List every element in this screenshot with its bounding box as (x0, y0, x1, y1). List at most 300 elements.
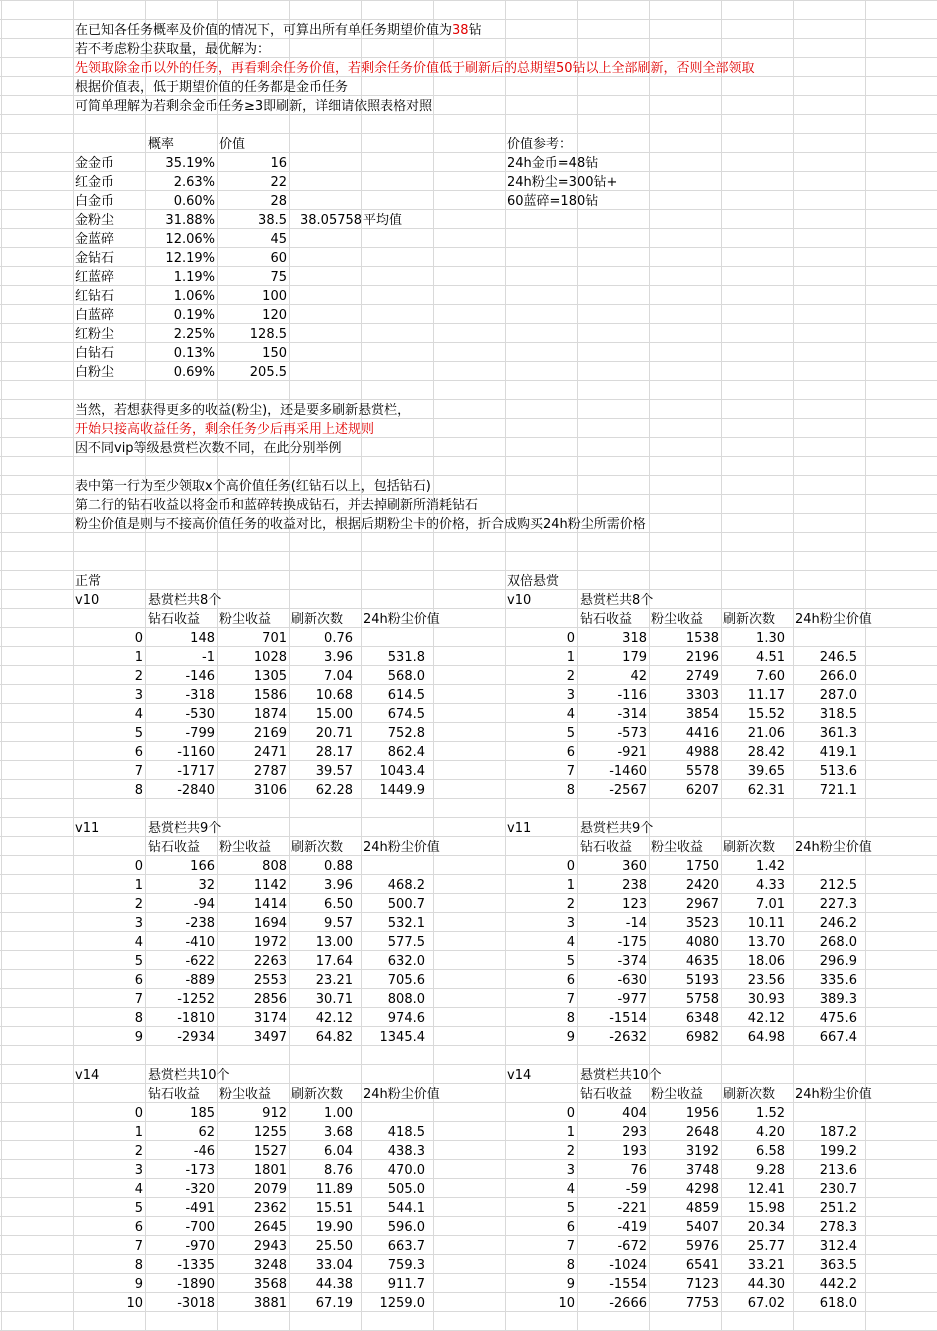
row-index: 1 (134, 878, 143, 893)
note-line: 若不考虑粉尘获取量，最优解为： (75, 42, 271, 57)
dust-24h-value: 544.1 (387, 1201, 425, 1216)
refresh-count: 23.56 (747, 973, 785, 988)
row-index: 2 (134, 897, 143, 912)
dust-24h-value: 187.2 (819, 1125, 857, 1140)
refresh-count: 1.00 (324, 1106, 353, 1121)
dust-24h-value: 1449.9 (379, 783, 425, 798)
task-probability: 1.19% (173, 270, 215, 285)
diamond-income: -2840 (177, 783, 215, 798)
reference-item: 60蓝碎=180钻 (507, 194, 599, 209)
dust-income: 2263 (253, 954, 287, 969)
col-header-refresh: 刷新次数 (723, 1087, 776, 1102)
note-line: 当然，若想获得更多的收益(粉尘)，还是要多刷新悬赏栏， (75, 403, 411, 418)
dust-24h-value: 251.2 (819, 1201, 857, 1216)
col-header-dust-value: 24h粉尘价值 (795, 1087, 872, 1102)
dust-income: 5193 (685, 973, 719, 988)
task-probability: 31.88% (165, 213, 215, 228)
row-index: 5 (566, 1201, 575, 1216)
dust-24h-value: 752.8 (387, 726, 425, 741)
dust-income: 2645 (253, 1220, 287, 1235)
dust-24h-value: 361.3 (819, 726, 857, 741)
dust-income: 701 (262, 631, 287, 646)
task-name: 白蓝碎 (75, 308, 115, 323)
note-line: 表中第一行为至少领取x个高价值任务(红钻石以上，包括钻石) (75, 479, 431, 494)
dust-24h-value: 227.3 (819, 897, 857, 912)
dust-income: 2943 (253, 1239, 287, 1254)
row-index: 4 (566, 935, 575, 950)
dust-24h-value: 596.0 (387, 1220, 425, 1235)
row-index: 10 (558, 1296, 575, 1311)
dust-24h-value: 500.7 (387, 897, 425, 912)
dust-24h-value: 1345.4 (379, 1030, 425, 1045)
diamond-income: -1335 (177, 1258, 215, 1273)
row-index: 0 (134, 1106, 143, 1121)
refresh-count: 42.12 (315, 1011, 353, 1026)
dust-income: 4635 (685, 954, 719, 969)
bounty-slots-label: 悬赏栏共10个 (580, 1068, 662, 1083)
row-index: 2 (566, 1144, 575, 1159)
refresh-count: 64.82 (315, 1030, 353, 1045)
row-index: 2 (566, 669, 575, 684)
reference-item: 24h金币=48钻 (507, 156, 599, 171)
refresh-count: 33.04 (315, 1258, 353, 1273)
refresh-count: 28.17 (315, 745, 353, 760)
col-header-dust: 粉尘收益 (651, 840, 704, 855)
diamond-income: 123 (622, 897, 647, 912)
row-index: 7 (134, 764, 143, 779)
refresh-count: 30.71 (315, 992, 353, 1007)
col-header-dust-value: 24h粉尘价值 (363, 612, 440, 627)
refresh-count: 67.19 (315, 1296, 353, 1311)
diamond-income: 42 (630, 669, 647, 684)
task-value: 128.5 (249, 327, 287, 342)
dust-24h-value: 667.4 (819, 1030, 857, 1045)
row-index: 9 (134, 1277, 143, 1292)
diamond-income: -1717 (177, 764, 215, 779)
col-header-diamond: 钻石收益 (148, 840, 201, 855)
dust-income: 1972 (253, 935, 287, 950)
row-index: 2 (566, 897, 575, 912)
row-index: 4 (134, 935, 143, 950)
dust-income: 1750 (685, 859, 719, 874)
dust-24h-value: 475.6 (819, 1011, 857, 1026)
dust-24h-value (355, 1104, 425, 1123)
dust-income: 3854 (685, 707, 719, 722)
refresh-count: 15.00 (315, 707, 353, 722)
diamond-income: -977 (617, 992, 647, 1007)
vip-level-label: v11 (75, 821, 100, 836)
reference-title: 价值参考： (507, 137, 573, 152)
dust-24h-value: 389.3 (819, 992, 857, 1007)
dust-24h-value: 287.0 (819, 688, 857, 703)
dust-24h-value: 268.0 (819, 935, 857, 950)
row-index: 7 (134, 992, 143, 1007)
refresh-count: 10.68 (315, 688, 353, 703)
refresh-count: 64.98 (747, 1030, 785, 1045)
dust-24h-value: 663.7 (387, 1239, 425, 1254)
diamond-income: -573 (617, 726, 647, 741)
dust-24h-value: 721.1 (819, 783, 857, 798)
task-name: 白金币 (75, 194, 115, 209)
refresh-count: 9.57 (324, 916, 353, 931)
dust-income: 2362 (253, 1201, 287, 1216)
dust-24h-value: 618.0 (819, 1296, 857, 1311)
dust-24h-value: 911.7 (387, 1277, 425, 1292)
diamond-income: -970 (185, 1239, 215, 1254)
row-index: 7 (566, 1239, 575, 1254)
refresh-count: 4.20 (756, 1125, 785, 1140)
dust-24h-value: 513.6 (819, 764, 857, 779)
section-double-title: 双倍悬赏 (507, 574, 560, 589)
dust-income: 2967 (685, 897, 719, 912)
refresh-count: 7.04 (324, 669, 353, 684)
refresh-count: 6.58 (756, 1144, 785, 1159)
diamond-income: 238 (622, 878, 647, 893)
bounty-slots-label: 悬赏栏共9个 (148, 821, 222, 836)
expected-value-highlight: 38 (452, 23, 469, 38)
diamond-income: -2567 (609, 783, 647, 798)
dust-income: 1694 (253, 916, 287, 931)
task-probability: 0.69% (173, 365, 215, 380)
row-index: 8 (134, 1258, 143, 1273)
diamond-income: -630 (617, 973, 647, 988)
dust-24h-value: 230.7 (819, 1182, 857, 1197)
row-index: 1 (134, 1125, 143, 1140)
refresh-count: 25.77 (747, 1239, 785, 1254)
col-header-refresh: 刷新次数 (291, 1087, 344, 1102)
task-name: 红蓝碎 (75, 270, 115, 285)
diamond-income: -175 (617, 935, 647, 950)
dust-24h-value: 505.0 (387, 1182, 425, 1197)
row-index: 5 (134, 726, 143, 741)
task-value: 75 (270, 270, 287, 285)
bounty-slots-label: 悬赏栏共9个 (580, 821, 654, 836)
refresh-count: 28.42 (747, 745, 785, 760)
dust-24h-value: 418.5 (387, 1125, 425, 1140)
dust-24h-value (355, 629, 425, 648)
refresh-count: 3.96 (324, 650, 353, 665)
row-index: 3 (566, 1163, 575, 1178)
dust-24h-value: 212.5 (819, 878, 857, 893)
dust-24h-value: 312.4 (819, 1239, 857, 1254)
refresh-count: 20.71 (315, 726, 353, 741)
row-index: 8 (134, 1011, 143, 1026)
task-name: 金金币 (75, 156, 115, 171)
diamond-income: 76 (630, 1163, 647, 1178)
col-header-dust: 粉尘收益 (651, 1087, 704, 1102)
col-header-dust: 粉尘收益 (651, 612, 704, 627)
dust-income: 2196 (685, 650, 719, 665)
dust-income: 3174 (253, 1011, 287, 1026)
dust-income: 1874 (253, 707, 287, 722)
dust-24h-value: 278.3 (819, 1220, 857, 1235)
diamond-income: 166 (190, 859, 215, 874)
diamond-income: -530 (185, 707, 215, 722)
task-name: 金粉尘 (75, 213, 115, 228)
row-index: 6 (134, 745, 143, 760)
refresh-count: 21.06 (747, 726, 785, 741)
dust-income: 6348 (685, 1011, 719, 1026)
task-name: 红金币 (75, 175, 115, 190)
row-index: 6 (566, 1220, 575, 1235)
diamond-income: -320 (185, 1182, 215, 1197)
row-index: 6 (566, 745, 575, 760)
task-probability: 12.06% (165, 232, 215, 247)
diamond-income: -1 (202, 650, 215, 665)
dust-income: 1538 (685, 631, 719, 646)
dust-income: 6982 (685, 1030, 719, 1045)
row-index: 8 (566, 783, 575, 798)
row-index: 1 (566, 878, 575, 893)
dust-24h-value: 705.6 (387, 973, 425, 988)
diamond-income: -2666 (609, 1296, 647, 1311)
task-probability: 12.19% (165, 251, 215, 266)
row-index: 9 (566, 1277, 575, 1292)
diamond-income: -173 (185, 1163, 215, 1178)
col-header-refresh: 刷新次数 (291, 612, 344, 627)
note-strategy-highlight: 开始只接高收益任务，剩余任务少后再采用上述规则 (75, 422, 375, 437)
row-index: 4 (134, 1182, 143, 1197)
row-index: 7 (566, 992, 575, 1007)
row-index: 7 (134, 1239, 143, 1254)
refresh-count: 67.02 (747, 1296, 785, 1311)
row-index: 1 (134, 650, 143, 665)
vip-level-label: v14 (75, 1068, 100, 1083)
refresh-count: 9.28 (756, 1163, 785, 1178)
vip-level-label: v11 (507, 821, 532, 836)
refresh-count: 1.52 (756, 1106, 785, 1121)
refresh-count: 6.04 (324, 1144, 353, 1159)
refresh-count: 44.30 (747, 1277, 785, 1292)
col-header-refresh: 刷新次数 (723, 612, 776, 627)
dust-24h-value: 531.8 (387, 650, 425, 665)
refresh-count: 62.31 (747, 783, 785, 798)
dust-24h-value: 632.0 (387, 954, 425, 969)
diamond-income: -2934 (177, 1030, 215, 1045)
diamond-income: 185 (190, 1106, 215, 1121)
refresh-count: 42.12 (747, 1011, 785, 1026)
dust-income: 5578 (685, 764, 719, 779)
diamond-income: -1024 (609, 1258, 647, 1273)
dust-income: 3497 (253, 1030, 287, 1045)
dust-income: 2749 (685, 669, 719, 684)
dust-income: 5407 (685, 1220, 719, 1235)
task-value: 120 (262, 308, 287, 323)
dust-24h-value: 759.3 (387, 1258, 425, 1273)
reference-item: 24h粉尘=300钻+ (507, 175, 618, 190)
row-index: 3 (566, 688, 575, 703)
refresh-count: 11.89 (315, 1182, 353, 1197)
diamond-income: -94 (193, 897, 215, 912)
diamond-income: -1252 (177, 992, 215, 1007)
refresh-count: 20.34 (747, 1220, 785, 1235)
diamond-income: 404 (622, 1106, 647, 1121)
diamond-income: -314 (617, 707, 647, 722)
diamond-income: -116 (617, 688, 647, 703)
dust-income: 2787 (253, 764, 287, 779)
col-header-refresh: 刷新次数 (723, 840, 776, 855)
dust-income: 1586 (253, 688, 287, 703)
dust-income: 1527 (253, 1144, 287, 1159)
dust-24h-value: 470.0 (387, 1163, 425, 1178)
row-index: 4 (566, 1182, 575, 1197)
row-index: 2 (134, 1144, 143, 1159)
note-rule-highlight: 先领取除金币以外的任务，再看剩余任务价值，若剩余任务价值低于刷新后的总期望50钻以上全部刷新，否则全部领取 (75, 61, 755, 76)
dust-24h-value: 577.5 (387, 935, 425, 950)
diamond-income: -1810 (177, 1011, 215, 1026)
dust-income: 4859 (685, 1201, 719, 1216)
diamond-income: 148 (190, 631, 215, 646)
dust-24h-value: 808.0 (387, 992, 425, 1007)
row-index: 8 (566, 1258, 575, 1273)
row-index: 8 (134, 783, 143, 798)
refresh-count: 3.96 (324, 878, 353, 893)
refresh-count: 6.50 (324, 897, 353, 912)
dust-24h-value: 419.1 (819, 745, 857, 760)
diamond-income: -889 (185, 973, 215, 988)
dust-24h-value: 246.5 (819, 650, 857, 665)
col-header-dust-value: 24h粉尘价值 (363, 1087, 440, 1102)
diamond-income: -1554 (609, 1277, 647, 1292)
task-probability: 0.19% (173, 308, 215, 323)
dust-24h-value (787, 629, 857, 648)
note-line: 粉尘价值是则与不接高价值任务的收益对比，根据后期粉尘卡的价格，折合成购买24h粉尘所需价格 (75, 517, 646, 532)
dust-24h-value: 532.1 (387, 916, 425, 931)
row-index: 3 (134, 688, 143, 703)
task-name: 白粉尘 (75, 365, 115, 380)
task-value: 38.5 (258, 213, 287, 228)
note-text: 钻 (468, 23, 482, 38)
task-value: 45 (270, 232, 287, 247)
refresh-count: 13.00 (315, 935, 353, 950)
row-index: 0 (566, 631, 575, 646)
dust-income: 2471 (253, 745, 287, 760)
section-normal-title: 正常 (75, 574, 102, 589)
refresh-count: 12.41 (747, 1182, 785, 1197)
row-index: 9 (566, 1030, 575, 1045)
col-header-diamond: 钻石收益 (148, 1087, 201, 1102)
col-header-dust: 粉尘收益 (219, 840, 272, 855)
task-name: 白钻石 (75, 346, 115, 361)
task-value: 205.5 (249, 365, 287, 380)
note-line: 根据价值表，低于期望价值的任务都是金币任务 (75, 80, 349, 95)
dust-income: 912 (262, 1106, 287, 1121)
refresh-count: 1.30 (756, 631, 785, 646)
note-line: 因不同vip等级悬赏栏次数不同，在此分别举例 (75, 441, 342, 456)
prob-header: 概率 (148, 137, 175, 152)
note-expected-value (75, 21, 482, 40)
task-probability: 0.60% (173, 194, 215, 209)
average-label: 平均值 (363, 213, 403, 228)
dust-income: 6541 (685, 1258, 719, 1273)
col-header-dust-value: 24h粉尘价值 (795, 612, 872, 627)
task-name: 金钻石 (75, 251, 115, 266)
row-index: 10 (126, 1296, 143, 1311)
row-index: 8 (566, 1011, 575, 1026)
refresh-count: 3.68 (324, 1125, 353, 1140)
task-probability: 2.25% (173, 327, 215, 342)
col-header-diamond: 钻石收益 (580, 1087, 633, 1102)
diamond-income: -1514 (609, 1011, 647, 1026)
refresh-count: 30.93 (747, 992, 785, 1007)
diamond-income: -146 (185, 669, 215, 684)
value-header: 价值 (219, 137, 246, 152)
dust-24h-value: 1043.4 (379, 764, 425, 779)
refresh-count: 8.76 (324, 1163, 353, 1178)
task-value: 28 (270, 194, 287, 209)
diamond-income: -419 (617, 1220, 647, 1235)
dust-income: 4080 (685, 935, 719, 950)
dust-income: 2169 (253, 726, 287, 741)
dust-income: 3303 (685, 688, 719, 703)
dust-income: 5758 (685, 992, 719, 1007)
dust-income: 2079 (253, 1182, 287, 1197)
row-index: 3 (134, 916, 143, 931)
dust-income: 1305 (253, 669, 287, 684)
refresh-count: 25.50 (315, 1239, 353, 1254)
refresh-count: 15.52 (747, 707, 785, 722)
diamond-income: -700 (185, 1220, 215, 1235)
row-index: 6 (134, 973, 143, 988)
diamond-income: -221 (617, 1201, 647, 1216)
refresh-count: 44.38 (315, 1277, 353, 1292)
dust-income: 7123 (685, 1277, 719, 1292)
dust-24h-value: 266.0 (819, 669, 857, 684)
dust-income: 4298 (685, 1182, 719, 1197)
task-value: 100 (262, 289, 287, 304)
bounty-slots-label: 悬赏栏共8个 (580, 593, 654, 608)
dust-24h-value: 335.6 (819, 973, 857, 988)
dust-24h-value (355, 857, 425, 876)
row-index: 6 (566, 973, 575, 988)
row-index: 4 (566, 707, 575, 722)
col-header-dust: 粉尘收益 (219, 1087, 272, 1102)
task-probability: 2.63% (173, 175, 215, 190)
dust-income: 3106 (253, 783, 287, 798)
vip-level-label: v10 (75, 593, 100, 608)
task-value: 150 (262, 346, 287, 361)
refresh-count: 7.60 (756, 669, 785, 684)
dust-income: 1414 (253, 897, 287, 912)
row-index: 9 (134, 1030, 143, 1045)
dust-24h-value: 862.4 (387, 745, 425, 760)
diamond-income: 179 (622, 650, 647, 665)
dust-income: 4988 (685, 745, 719, 760)
dust-income: 1801 (253, 1163, 287, 1178)
bounty-slots-label: 悬赏栏共8个 (148, 593, 222, 608)
diamond-income: -318 (185, 688, 215, 703)
dust-24h-value: 318.5 (819, 707, 857, 722)
diamond-income: -799 (185, 726, 215, 741)
dust-income: 3523 (685, 916, 719, 931)
row-index: 0 (566, 859, 575, 874)
note-line: 第二行的钻石收益以将金币和蓝碎转换成钻石，并去掉刷新所消耗钻石 (75, 498, 479, 513)
diamond-income: 293 (622, 1125, 647, 1140)
diamond-income: -3018 (177, 1296, 215, 1311)
dust-24h-value: 974.6 (387, 1011, 425, 1026)
diamond-income: 62 (198, 1125, 215, 1140)
diamond-income: -672 (617, 1239, 647, 1254)
diamond-income: -14 (625, 916, 647, 931)
col-header-diamond: 钻石收益 (580, 840, 633, 855)
row-index: 5 (566, 954, 575, 969)
row-index: 5 (566, 726, 575, 741)
row-index: 0 (566, 1106, 575, 1121)
diamond-income: -491 (185, 1201, 215, 1216)
dust-income: 3748 (685, 1163, 719, 1178)
task-name: 红粉尘 (75, 327, 115, 342)
diamond-income: -238 (185, 916, 215, 931)
